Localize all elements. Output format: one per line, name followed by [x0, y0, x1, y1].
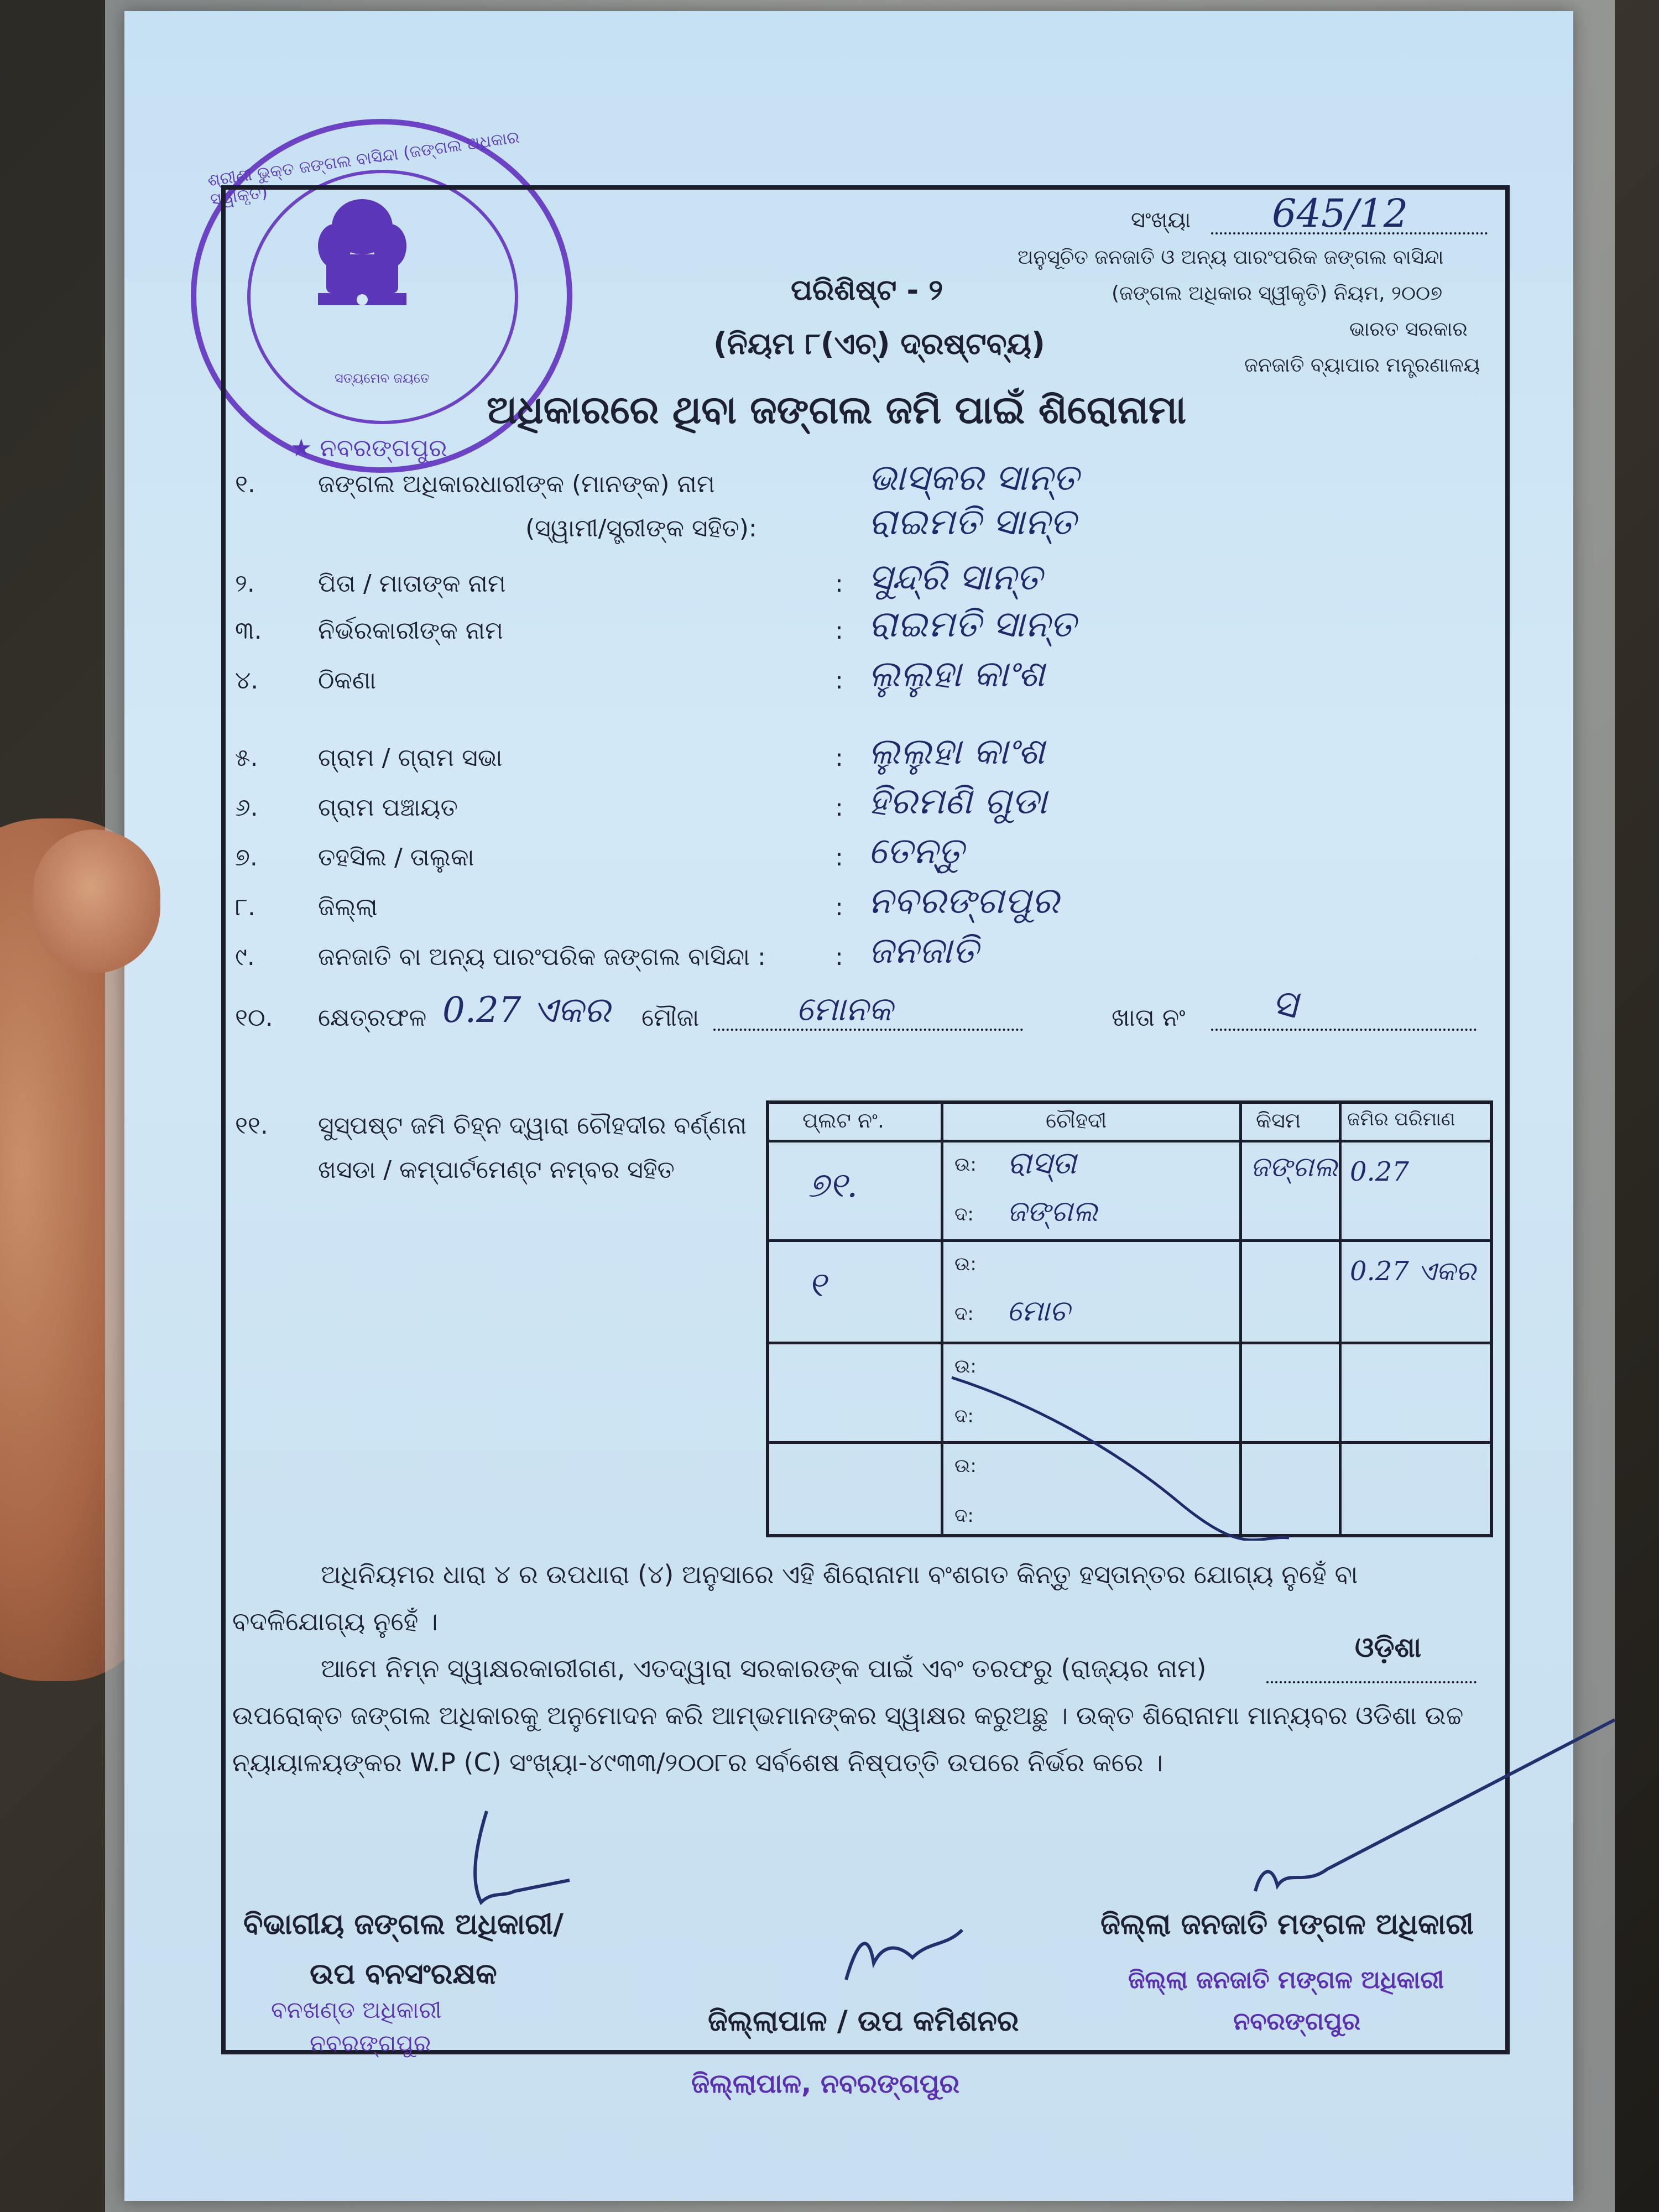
field-number: ୪. — [235, 666, 259, 695]
table-header-kisam: କିସମ — [1256, 1108, 1301, 1133]
field-number: ୬. — [235, 794, 258, 822]
table-header-plot: ପ୍ଲଟ ନଂ. — [802, 1108, 884, 1133]
mouza-value: ମୋନକ — [796, 990, 893, 1029]
field-colon: : — [835, 893, 843, 921]
table-header-amount: ଜମିର ପରିମାଣ — [1347, 1108, 1455, 1130]
boundary-label-line1: ସୁସ୍ପଷ୍ଟ ଜମି ଚିହ୍ନ ଦ୍ୱାରା ଚୌହଦୀର ବର୍ଣ୍ଣନା — [318, 1112, 747, 1140]
para1-line2: ବଦଳିଯୋଗ୍ୟ ନୁହେଁ । — [232, 1606, 438, 1636]
table-plot-value: ୧ — [808, 1264, 826, 1305]
para2-line1: ଆମେ ନିମ୍ନ ସ୍ୱାକ୍ଷରକାରୀଗଣ, ଏତଦ୍ୱାରା ସରକାରଙ୍କ ପାଇଁ ଏବଂ ତରଫରୁ (ରାଜ୍ୟର ନାମ) — [321, 1653, 1207, 1683]
field-label: ଜନଜାତି ବା ଅନ୍ୟ ପାରଂପରିକ ଜଙ୍ଗଲ ବାସିନ୍ଦା : — [318, 943, 766, 971]
signatory-right-line1: ଜିଲ୍ଲା ଜନଜାତି ମଙ୍ଗଳ ଅଧିକାରୀ — [1100, 1908, 1474, 1941]
table-north-label: ଉ: — [954, 1455, 977, 1477]
table-header-boundary: ଚୌହଦୀ — [1046, 1108, 1107, 1133]
area-value: 0.27 ଏକର — [442, 990, 611, 1031]
khata-label: ଖାତା ନଂ — [1112, 1004, 1186, 1032]
appendix-label: ପରିଶିଷ୍ଟ - ୨ — [791, 274, 943, 307]
field-number: ୫. — [235, 744, 258, 772]
cancellation-stroke — [946, 1369, 1300, 1541]
para2-line2: ଉପରୋକ୍ତ ଜଙ୍ଗଲ ଅଧିକାରକୁ ଅନୁମୋଦନ କରି ଆମ୍ଭମାନଙ୍କର ସ୍ୱାକ୍ଷର କରୁଅଛୁ । ଉକ୍ତ ଶିରୋନାମା ମାନ୍ୟବର ଓଡିଶା ଉଚ୍ଚ — [232, 1700, 1464, 1730]
left-signature — [431, 1808, 575, 1919]
thumb — [33, 830, 160, 973]
field-number: ୩. — [235, 617, 262, 645]
khata-value: ସ — [1272, 982, 1297, 1027]
field-value: ନବରଙ୍ଗପୁର — [868, 879, 1060, 922]
field-value: ଭାସ୍କର ସାନ୍ତ — [868, 456, 1079, 499]
field-label: ଗ୍ରାମ ପଞ୍ଚାୟତ — [318, 794, 458, 822]
field-value: ଜନଜାତି — [868, 929, 978, 972]
field-number: ୧. — [235, 470, 255, 498]
field-label: ପିତା / ମାତାଙ୍କ ନାମ — [318, 570, 506, 598]
seal-ring-bottom-text: ★ ନବରଙ୍ଗପୁର — [290, 434, 447, 462]
table-amount-value: 0.27 — [1350, 1156, 1409, 1187]
field-label: ଗ୍ରାମ / ଗ୍ରାମ ସଭା — [318, 744, 503, 772]
boundary-table — [766, 1100, 1493, 1537]
area-label: କ୍ଷେତ୍ରଫଳ — [318, 1004, 427, 1032]
field-colon: : — [835, 617, 843, 645]
field-label: ନିର୍ଭରକାରୀଙ୍କ ନାମ — [318, 617, 504, 645]
field-colon: : — [835, 794, 843, 822]
act-line-1: ଅନୁସୂଚିତ ଜନଜାତି ଓ ଅନ୍ୟ ପାରଂପରିକ ଜଙ୍ଗଲ ବାସିନ୍ଦା — [1018, 246, 1444, 269]
field-value: ତେନ୍ତୁ — [868, 830, 964, 872]
right-stamp-line2: ନବରଙ୍ଗପୁର — [1233, 2007, 1361, 2036]
act-line-3: ଭାରତ ସରକାର — [1349, 318, 1468, 341]
field-value: ସୁନ୍ଦ୍ରି ସାନ୍ତ — [868, 556, 1042, 598]
field-number: ୨. — [235, 570, 255, 598]
khata-dotted-line — [1211, 1029, 1477, 1031]
field-colon: : — [835, 843, 843, 872]
table-amount-value: 0.27 ଏକର — [1350, 1256, 1476, 1287]
signatory-left-line2: ଉପ ବନସଂରକ୍ଷକ — [310, 1958, 497, 1991]
seal-ring-top-text: ଶ୍ରୀଣୀ ଭୁକ୍ତ ଜଙ୍ଗଲ ବାସିନ୍ଦା (ଜଙ୍ଗଲ ଅଧିକାର ସ୍ୱୀକୃତି) — [206, 127, 521, 210]
table-south-label: ଦ: — [954, 1505, 974, 1527]
table-plot-value: ୭୧. — [808, 1165, 858, 1205]
boundary-label-line2: ଖସଡା / କମ୍ପାର୍ଟମେଣ୍ଟ ନମ୍ବର ସହିତ — [318, 1156, 675, 1184]
field-number: ୭. — [235, 843, 258, 872]
table-kisam-value: ଜଙ୍ଗଲ — [1250, 1151, 1338, 1183]
table-north-label: ଉ: — [954, 1253, 977, 1275]
state-dotted-line — [1266, 1681, 1477, 1683]
table-south-label: ଦ: — [954, 1203, 974, 1225]
table-south-label: ଦ: — [954, 1405, 974, 1427]
field-colon: : — [835, 744, 843, 772]
para1-line1: ଅଧିନିୟମର ଧାରା ୪ ର ଉପଧାରା (୪) ଅନୁସାରେ ଏହି ଶିରୋନାମା ବଂଶଗତ କିନ୍ତୁ ହସ୍ତାନ୍ତର ଯୋଗ୍ୟ ନୁହେଁ ବା — [321, 1559, 1358, 1589]
field-colon: : — [835, 666, 843, 695]
area-number: ୧୦. — [235, 1004, 273, 1032]
state-name: ଓଡ଼ିଶା — [1355, 1631, 1422, 1663]
table-south-value: ଜଙ୍ଗଲ — [1007, 1195, 1098, 1228]
table-south-value: ମୋଚ — [1007, 1295, 1070, 1328]
left-stamp-line1: ବନଖଣ୍ଡ ଅଧିକାରୀ — [271, 1996, 442, 2023]
right-stamp-line1: ଜିଲ୍ଲା ଜନଜାତି ମଙ୍ଗଳ ଅଧିକାରୀ — [1128, 1966, 1444, 1994]
field-colon: : — [835, 570, 843, 598]
rule-reference: (ନିୟମ ୮(ଏଚ୍) ଦ୍ରଷ୍ଟବ୍ୟ) — [713, 326, 1045, 361]
field-value: ରାଇମତି ସାନ୍ତ — [868, 500, 1076, 543]
signatory-center: ଜିଲ୍ଲାପାଳ / ଉପ କମିଶନର — [708, 2005, 1019, 2038]
right-signature — [1250, 1703, 1626, 1902]
signatory-left-line1: ବିଭାଗୀୟ ଜଙ୍ଗଲ ଅଧିକାରୀ/ — [243, 1908, 564, 1941]
field-number: ୮. — [235, 893, 255, 921]
act-line-2: (ଜଙ୍ଗଲ ଅଧିକାର ସ୍ୱୀକୃତି) ନିୟମ, ୨୦୦୭ — [1112, 282, 1443, 305]
left-stamp-line2: ନବରଙ୍ଗପୁର — [310, 2030, 431, 2057]
table-north-label: ଉ: — [954, 1154, 977, 1176]
number-label: ସଂଖ୍ୟା — [1131, 207, 1191, 233]
field-label: ଜିଲ୍ଲା — [318, 893, 378, 921]
table-south-label: ଦ: — [954, 1303, 974, 1325]
number-value: 645/12 — [1272, 191, 1408, 236]
seal-emblem-caption: ସତ୍ୟମେବ ଜୟତେ — [335, 371, 430, 386]
act-line-4: ଜନଜାତି ବ୍ୟାପାର ମନ୍ତ୍ରଣାଳୟ — [1244, 354, 1480, 377]
document-title: ଅଧିକାରରେ ଥିବା ଜଙ୍ଗଲ ଜମି ପାଇଁ ଶିରୋନାମା — [487, 387, 1187, 432]
mouza-dotted-line — [713, 1029, 1023, 1031]
table-north-value: ରାସ୍ତା — [1007, 1145, 1077, 1181]
mouza-label: ମୌଜା — [641, 1004, 700, 1032]
field-label: ଠିକଣା — [318, 666, 377, 695]
center-stamp: ଜିଲ୍ଲାପାଳ, ନବରଙ୍ଗପୁର — [691, 2068, 960, 2099]
field-value: ଲୁଲୁହା କାଂଶ — [868, 730, 1045, 773]
table-north-label: ଉ: — [954, 1355, 977, 1378]
field-number: ୯. — [235, 943, 255, 971]
center-signature — [835, 1908, 979, 1996]
para2-line3: ନ୍ୟାୟାଳୟଙ୍କର W.P (C) ସଂଖ୍ୟା-୪୯୩୩/୨୦୦୮ର ସର୍ବଶେଷ ନିଷ୍ପତ୍ତି ଉପରେ ନିର୍ଭର କରେ । — [232, 1747, 1163, 1777]
boundary-number: ୧୧. — [235, 1112, 268, 1140]
field-label: (ସ୍ୱାମୀ/ସ୍ତ୍ରୀଙ୍କ ସହିତ): — [525, 514, 757, 542]
field-value: ରାଇମତି ସାନ୍ତ — [868, 603, 1076, 645]
field-colon: : — [835, 943, 843, 971]
field-value: ହିରମଣି ଗୁଡା — [868, 780, 1047, 822]
field-label: ଜଙ୍ଗଲ ଅଧିକାରଧାରୀଙ୍କ (ମାନଙ୍କ) ନାମ — [318, 470, 715, 498]
field-value: ଲୁଲୁହା କାଂଶ — [868, 653, 1045, 695]
field-label: ତହସିଲ / ତାଲୁକା — [318, 843, 474, 872]
